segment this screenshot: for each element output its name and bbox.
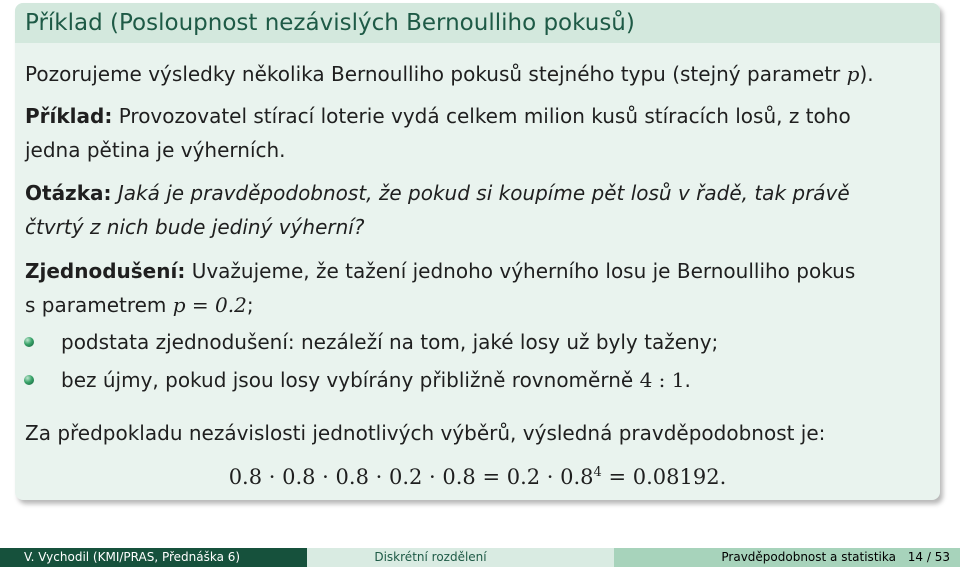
question-text-1: Jaká je pravděpodobnost, že pokud si koupíme pět losů v řadě, tak právě	[111, 181, 850, 205]
example-label: Příklad:	[25, 104, 113, 128]
bullet-icon	[24, 375, 34, 385]
equation-right: = 0.08192.	[601, 465, 727, 489]
example-line-2	[25, 138, 286, 162]
intro-line	[25, 62, 874, 86]
simplification-math: p = 0.2	[172, 293, 247, 317]
bullet-end-2: .	[684, 368, 691, 392]
footer-section: Diskrétní rozdělení	[307, 548, 614, 567]
question-line-1	[25, 181, 850, 205]
question-label: Otázka:	[25, 181, 112, 205]
footer-course: Pravděpodobnost a statistika	[721, 550, 896, 564]
simplification-end: ;	[246, 293, 254, 317]
bullet-icon	[24, 337, 34, 347]
footer-page-number: 14 / 53	[907, 550, 950, 564]
example-line-1	[25, 104, 851, 128]
equation-left: 0.8 · 0.8 · 0.8 · 0.2 · 0.8 = 0.2 · 0.8	[228, 465, 594, 489]
simplification-label: Zjednodušení:	[25, 259, 186, 283]
bullet-math-2: 4 : 1	[639, 368, 685, 392]
example-text-2: jedna pětina je výherních.	[25, 138, 286, 162]
footer-author: V. Vychodil (KMI/PRAS, Přednáška 6)	[0, 548, 307, 567]
simplification-line-2	[25, 293, 254, 317]
bullet-item-1	[61, 330, 718, 354]
bullet-text-1: podstata zjednodušení: nezáleží na tom, jaké losy už byly taženy;	[61, 330, 719, 354]
equation-exponent: 4	[593, 465, 602, 480]
result-equation	[15, 465, 940, 489]
conclusion-line	[25, 421, 825, 445]
block-title: Příklad (Posloupnost nezávislých Bernoulliho pokusů)	[15, 3, 940, 43]
bullet-item-2	[61, 368, 691, 392]
footer-course-info	[614, 548, 960, 567]
intro-var: p	[846, 62, 860, 86]
question-line-2	[25, 215, 364, 239]
example-block	[15, 3, 940, 500]
question-text-2: čtvrtý z nich bude jediný výherní?	[25, 215, 365, 239]
simplification-line-1	[25, 259, 855, 283]
conclusion-text: Za předpokladu nezávislosti jednotlivých výběrů, výsledná pravděpodobnost je:	[25, 421, 826, 445]
intro-end: ).	[859, 62, 874, 86]
simplification-text-1: Uvažujeme, že tažení jednoho výherního losu je Bernoulliho pokus	[185, 259, 856, 283]
slide-footer	[0, 548, 960, 567]
example-text-1: Provozovatel stírací loterie vydá celkem milion kusů stíracích losů, z toho	[112, 104, 851, 128]
intro-text: Pozorujeme výsledky několika Bernoulliho pokusů stejného typu (stejný parametr	[25, 62, 847, 86]
simplification-text-2: s parametrem	[25, 293, 173, 317]
bullet-text-2: bez újmy, pokud jsou losy vybírány přibližně rovnoměrně	[61, 368, 640, 392]
